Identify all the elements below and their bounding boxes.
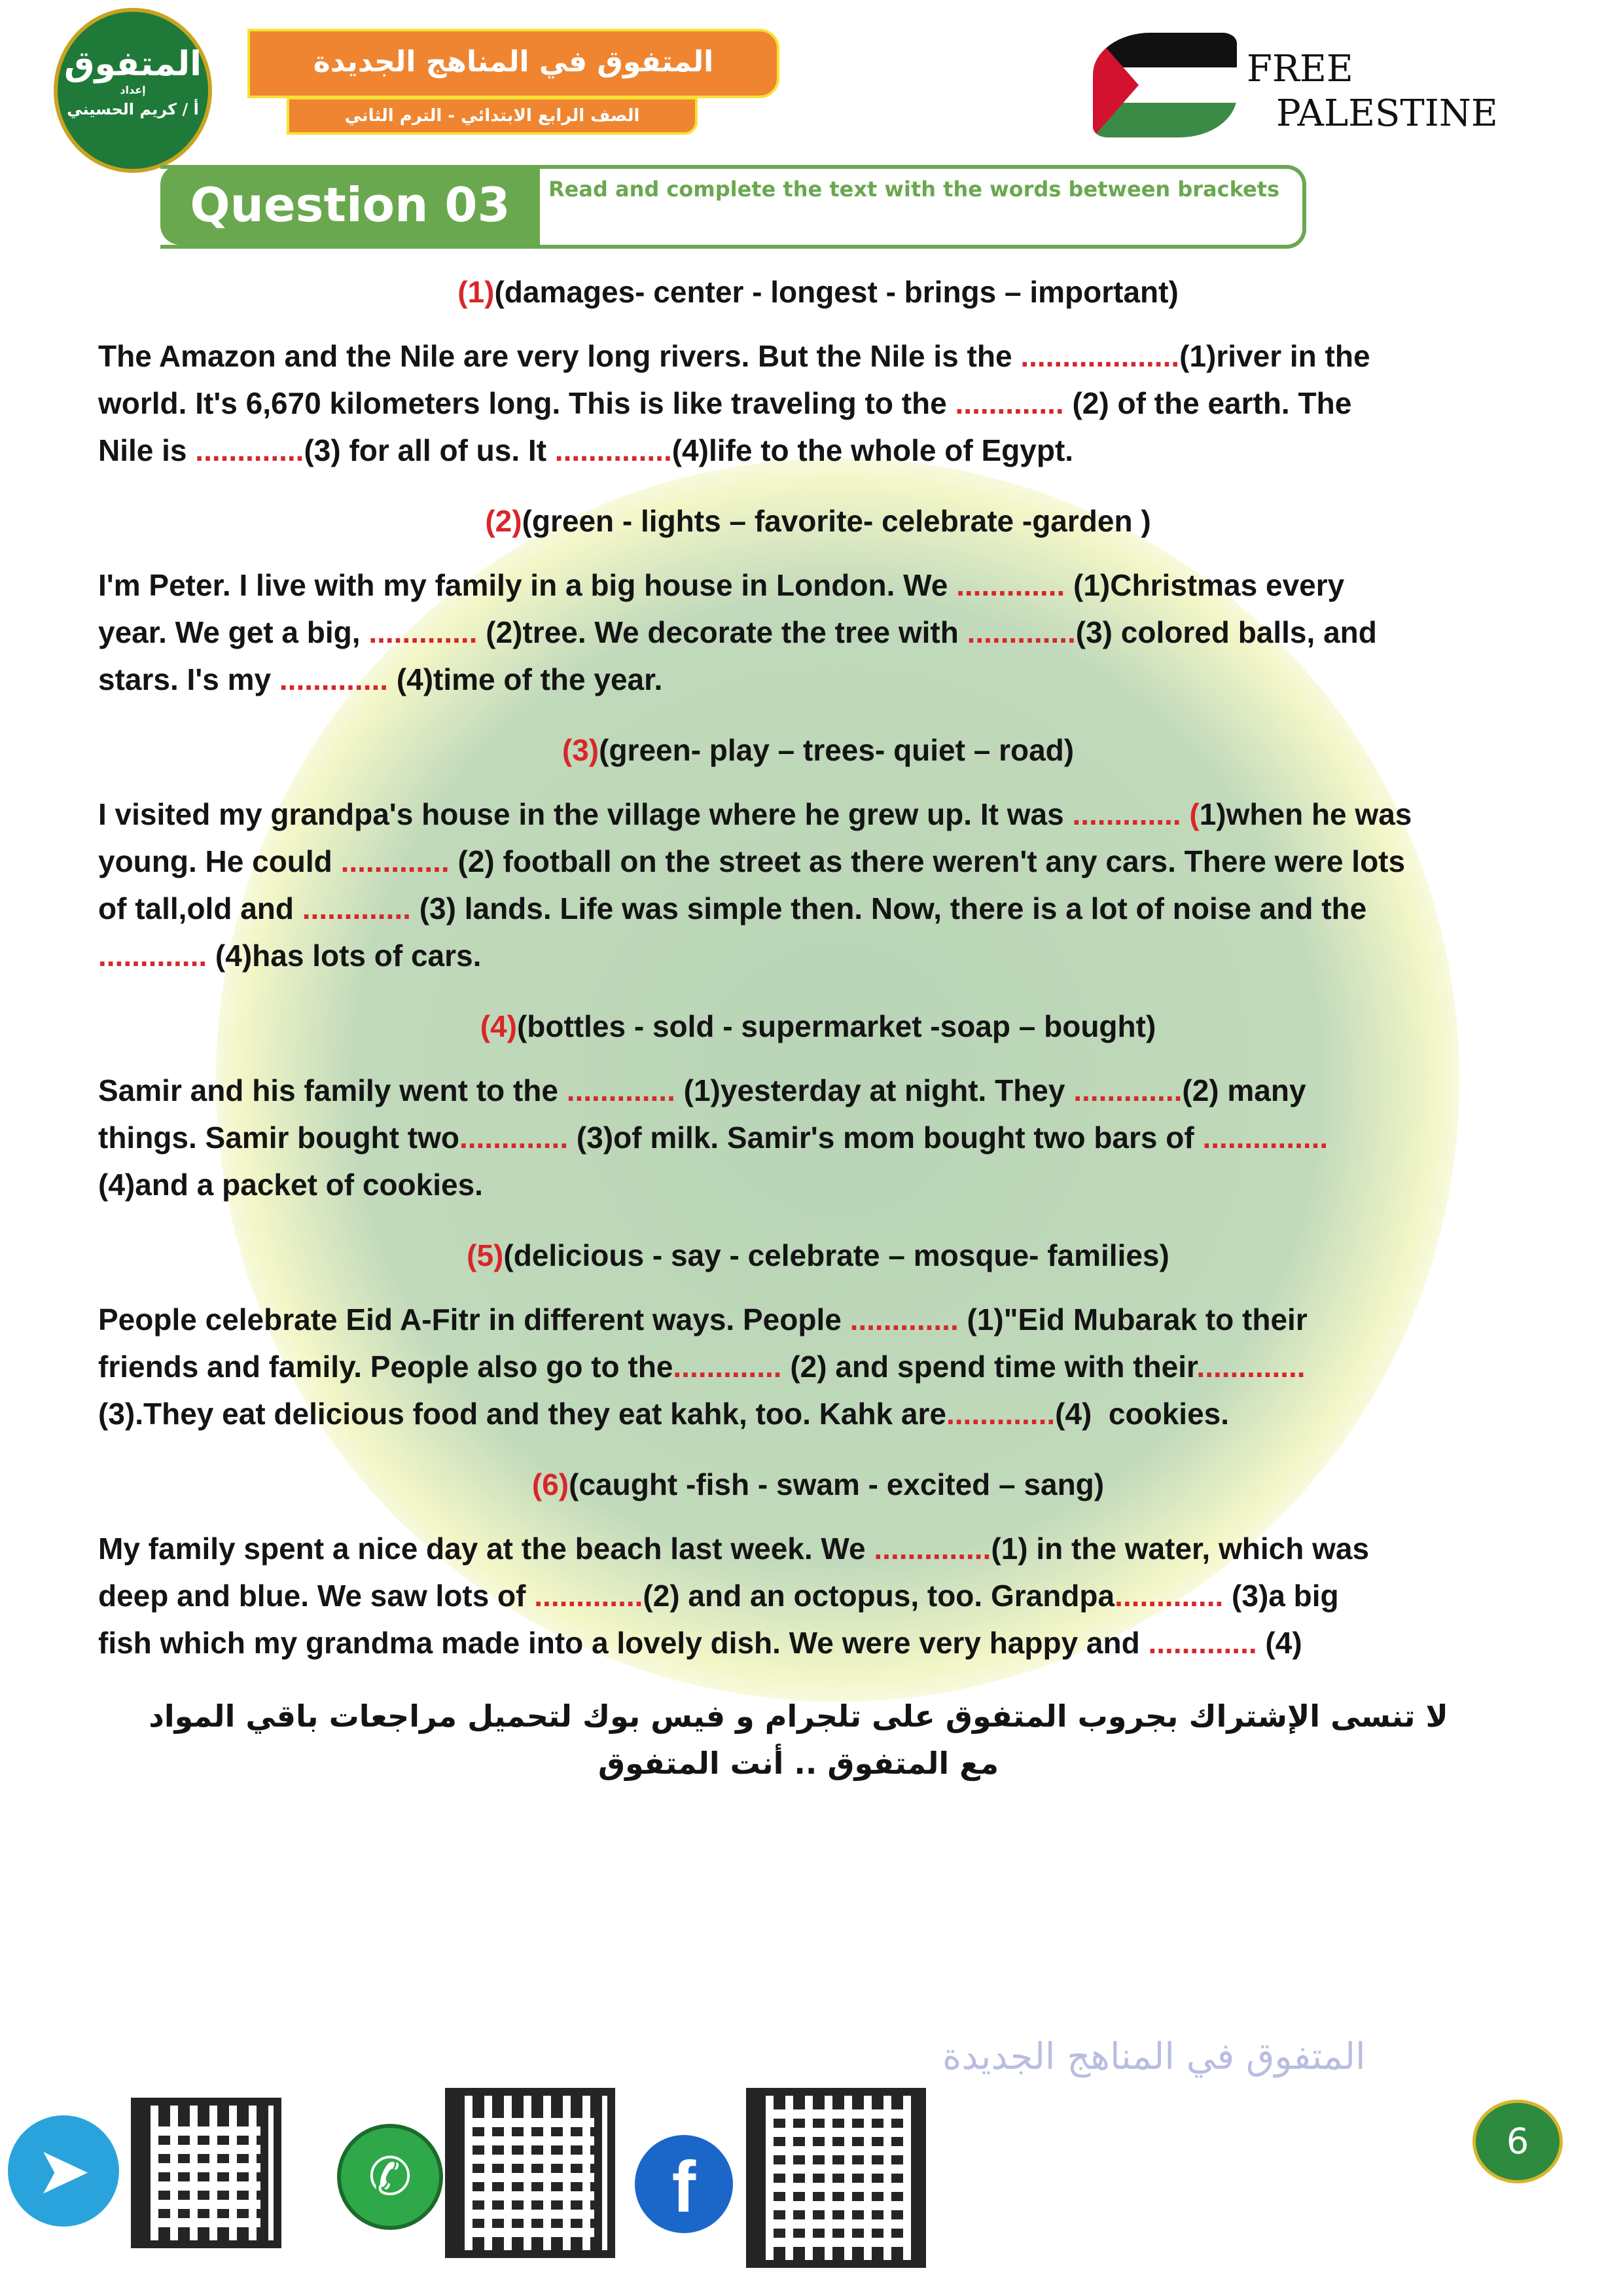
- passage-text: (2) football on the street as there weren't any cars. There were lots: [449, 844, 1406, 878]
- free-palestine-text: [1247, 47, 1498, 136]
- telegram-qr-code: [131, 2098, 281, 2248]
- blank-field[interactable]: .............: [956, 568, 1065, 602]
- passage-line: [98, 1390, 1538, 1437]
- passage-text: (2) and an octopus, too. Grandpa: [643, 1579, 1115, 1613]
- question-instruction: Read and complete the text with the words between brackets: [548, 177, 1280, 202]
- blank-field[interactable]: .............: [279, 662, 389, 696]
- passage-text: friends and family. People also go to the: [98, 1350, 673, 1384]
- passage-text: (4)has lots of cars.: [207, 939, 482, 973]
- blank-field[interactable]: .............: [955, 386, 1064, 420]
- passage-line: [98, 656, 1538, 703]
- passage-text: (3) colored balls, and: [1075, 615, 1377, 649]
- passage-line: [98, 1525, 1538, 1572]
- passage-line: [98, 1619, 1538, 1666]
- word-bank-6: [98, 1463, 1538, 1505]
- passage-text: stars. I's my: [98, 662, 279, 696]
- word-bank-5: [98, 1234, 1538, 1276]
- logo-by: إعداد: [120, 84, 146, 96]
- blank-field[interactable]: ...............: [1202, 1121, 1329, 1155]
- passage-line: [98, 427, 1538, 474]
- passage-text: Nile is: [98, 433, 196, 467]
- passage-text: (2) and spend time with their: [781, 1350, 1197, 1384]
- blank-field[interactable]: .............: [1073, 1073, 1183, 1107]
- word-bank-2: [98, 500, 1538, 542]
- blank-field[interactable]: ...................: [1020, 339, 1180, 373]
- watermark-text: المتفوق في المناهج الجديدة: [942, 2036, 1366, 2078]
- passage-text: things. Samir bought two: [98, 1121, 459, 1155]
- question-label: Question 03: [160, 165, 540, 245]
- blank-field[interactable]: .............: [459, 1121, 569, 1155]
- palestine-label: PALESTINE: [1276, 92, 1498, 135]
- passage-line: [98, 562, 1538, 609]
- passage-text: I visited my grandpa's house in the village where he grew up. It was: [98, 797, 1073, 831]
- passage-text: (1)"Eid Mubarak to their: [958, 1302, 1308, 1336]
- section-number: (6): [531, 1467, 569, 1501]
- page-number: 6: [1472, 2100, 1563, 2183]
- blank-field[interactable]: .............: [673, 1350, 782, 1384]
- passage-2: [98, 562, 1538, 703]
- facebook-icon[interactable]: f: [635, 2135, 733, 2233]
- passage-line: [98, 932, 1538, 979]
- passage-text: (3) lands. Life was simple then. Now, there is a lot of noise and the: [410, 891, 1367, 925]
- passage-text: People celebrate Eid A-Fitr in different ways. People: [98, 1302, 850, 1336]
- word-bank-4: [98, 1005, 1538, 1047]
- passage-line: [98, 1572, 1538, 1619]
- footer-text: [98, 1693, 1538, 1787]
- passage-4: [98, 1067, 1538, 1208]
- passage-text: The Amazon and the Nile are very long rivers. But the Nile is the: [98, 339, 1021, 373]
- logo-author: أ / كريم الحسيني: [67, 100, 199, 118]
- passage-text: (4)time of the year.: [388, 662, 663, 696]
- passage-text: (2) of the earth. The: [1063, 386, 1352, 420]
- passage-text: My family spent a nice day at the beach last week. We: [98, 1532, 874, 1566]
- blank-field[interactable]: .............: [1148, 1626, 1257, 1660]
- blank-field[interactable]: .............: [98, 939, 207, 973]
- passage-line: [98, 791, 1538, 838]
- brand-logo: [54, 8, 212, 173]
- word-bank-1: [98, 271, 1538, 313]
- blank-field[interactable]: .............: [849, 1302, 959, 1336]
- passage-text: (1)river in the: [1179, 339, 1370, 373]
- passage-text: (1) in the water, which was: [991, 1532, 1370, 1566]
- passage-5: [98, 1296, 1538, 1437]
- blank-field[interactable]: .............: [946, 1397, 1056, 1431]
- word-list: (green - lights – favorite- celebrate -garden ): [522, 504, 1151, 538]
- word-list: (delicious - say - celebrate – mosque- families): [503, 1238, 1169, 1272]
- passage-text: (3)a big: [1223, 1579, 1339, 1613]
- passage-1: [98, 332, 1538, 474]
- passage-line: [98, 1067, 1538, 1114]
- passage-text: (4)and a packet of cookies.: [98, 1168, 483, 1202]
- blank-field[interactable]: .............: [1115, 1579, 1224, 1613]
- whatsapp-icon[interactable]: ✆: [337, 2124, 443, 2230]
- footer-slogan: مع المتفوق .. أنت المتفوق: [597, 1746, 999, 1781]
- blank-field[interactable]: ..............: [874, 1532, 991, 1566]
- word-list: (bottles - sold - supermarket -soap – bought): [516, 1009, 1156, 1043]
- section-number: (3): [562, 733, 599, 767]
- blank-field[interactable]: .............: [566, 1073, 675, 1107]
- passage-text: (1)Christmas every: [1065, 568, 1345, 602]
- passage-text: (4) cookies.: [1055, 1397, 1230, 1431]
- passage-text: (3)of milk. Samir's mom bought two bars of: [568, 1121, 1203, 1155]
- passage-text: (4): [1257, 1626, 1302, 1660]
- passage-text: 1)when he was: [1199, 797, 1412, 831]
- palestine-flag-icon: [1093, 33, 1237, 137]
- facebook-qr-code: [746, 2088, 926, 2268]
- blank-field[interactable]: .............: [1196, 1350, 1306, 1384]
- footer-note: لا تنسى الإشتراك بجروب المتفوق على تلجرام و فيس بوك لتحميل مراجعات باقي المواد: [149, 1698, 1448, 1734]
- section-number: (2): [485, 504, 522, 538]
- blank-field[interactable]: .............: [534, 1579, 643, 1613]
- banner-title: المتفوق في المناهج الجديدة: [247, 29, 779, 98]
- telegram-icon[interactable]: ➤: [8, 2115, 119, 2227]
- blank-field[interactable]: ............. (: [1072, 797, 1200, 831]
- passage-text: young. He could: [98, 844, 341, 878]
- passage-text: (3) for all of us. It: [304, 433, 555, 467]
- passage-line: [98, 1343, 1538, 1390]
- word-list: (damages- center - longest - brings – important): [494, 275, 1179, 309]
- passage-line: [98, 609, 1538, 656]
- blank-field[interactable]: .............: [368, 615, 478, 649]
- passage-text: (4)life to the whole of Egypt.: [671, 433, 1074, 467]
- passage-text: year. We get a big,: [98, 615, 369, 649]
- passage-line: [98, 1296, 1538, 1343]
- blank-field[interactable]: .............: [967, 615, 1076, 649]
- section-number: (1): [457, 275, 495, 309]
- blank-field[interactable]: .............: [195, 433, 304, 467]
- whatsapp-qr-code: [445, 2088, 615, 2258]
- word-list: (green- play – trees- quiet – road): [599, 733, 1075, 767]
- section-number: (4): [480, 1009, 517, 1043]
- word-list: (caught -fish - swam - excited – sang): [569, 1467, 1105, 1501]
- passage-line: [98, 838, 1538, 885]
- passage-text: (2) many: [1182, 1073, 1306, 1107]
- passage-6: [98, 1525, 1538, 1666]
- section-number: (5): [467, 1238, 504, 1272]
- passage-text: Samir and his family went to the: [98, 1073, 567, 1107]
- passage-line: [98, 1114, 1538, 1161]
- passage-line: [98, 1161, 1538, 1208]
- passage-3: [98, 791, 1538, 979]
- worksheet-body: [98, 262, 1538, 1787]
- word-bank-3: [98, 729, 1538, 771]
- blank-field[interactable]: .............: [340, 844, 450, 878]
- free-label: FREE: [1247, 48, 1353, 90]
- passage-text: (2)tree. We decorate the tree with: [477, 615, 967, 649]
- blank-field[interactable]: .............: [302, 891, 411, 925]
- passage-text: (1)yesterday at night. They: [675, 1073, 1074, 1107]
- passage-text: (3).They eat delicious food and they eat kahk, too. Kahk are: [98, 1397, 946, 1431]
- blank-field[interactable]: ..............: [554, 433, 672, 467]
- passage-line: [98, 332, 1538, 380]
- passage-text: of tall,old and: [98, 891, 302, 925]
- passage-text: I'm Peter. I live with my family in a big house in London. We: [98, 568, 957, 602]
- passage-text: deep and blue. We saw lots of: [98, 1579, 535, 1613]
- passage-text: world. It's 6,670 kilometers long. This is like traveling to the: [98, 386, 955, 420]
- banner-subtitle: الصف الرابع الابتدائي - الترم الثاني: [287, 97, 698, 135]
- logo-title: المتفوق: [64, 45, 202, 84]
- passage-line: [98, 885, 1538, 932]
- passage-text: fish which my grandma made into a lovely dish. We were very happy and: [98, 1626, 1149, 1660]
- passage-line: [98, 380, 1538, 427]
